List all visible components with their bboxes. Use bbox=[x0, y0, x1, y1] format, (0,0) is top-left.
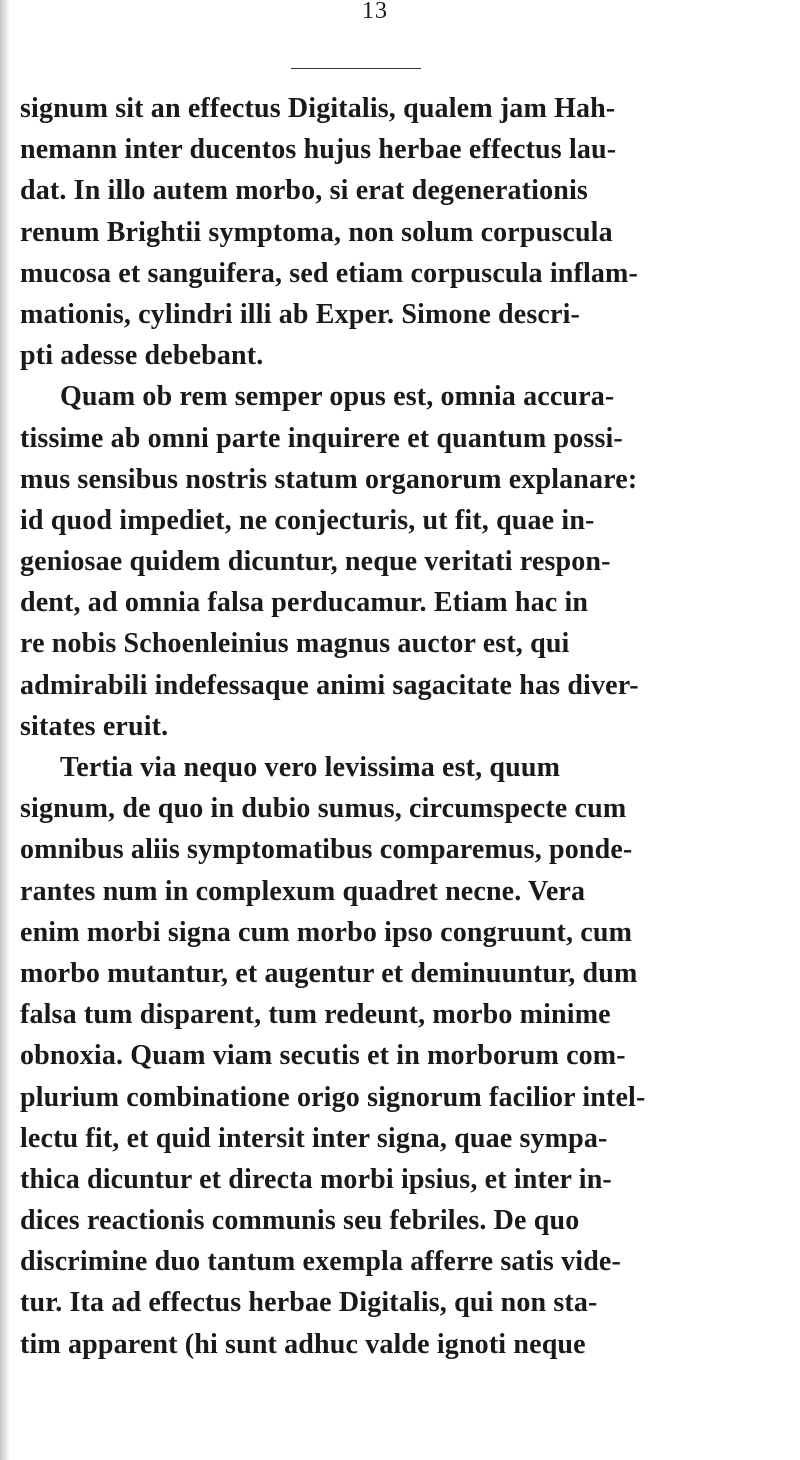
text-line: signum, de quo in dubio sumus, circumspecte cum bbox=[20, 793, 627, 825]
text-line: mucosa et sanguifera, sed etiam corpuscula inflam- bbox=[20, 257, 639, 289]
text-line: id quod impediet, ne conjecturis, ut fit, quae in- bbox=[20, 504, 595, 536]
text-line: obnoxia. Quam viam secutis et in morborum com- bbox=[20, 1040, 626, 1072]
text-line: enim morbi signa cum morbo ipso congruunt, cum bbox=[20, 916, 633, 948]
text-line: tim apparent (hi sunt adhuc valde ignoti neque bbox=[20, 1328, 586, 1360]
body-text bbox=[20, 88, 780, 1365]
text-line: dent, ad omnia falsa perducamur. Etiam hac in bbox=[20, 587, 589, 619]
header-rule bbox=[291, 68, 421, 69]
text-line: sitates eruit. bbox=[20, 710, 169, 742]
text-line: nemann inter ducentos hujus herbae effectus lau- bbox=[20, 134, 617, 166]
text-line: re nobis Schoenleinius magnus auctor est, qui bbox=[20, 628, 570, 660]
text-line: rantes num in complexum quadret necne. Vera bbox=[20, 875, 586, 907]
paragraph-start-line: Quam ob rem semper opus est, omnia accura- bbox=[60, 381, 615, 413]
text-line: dat. In illo autem morbo, si erat degenerationis bbox=[20, 175, 588, 207]
text-line: tissime ab omni parte inquirere et quantum possi- bbox=[20, 422, 623, 454]
text-line: renum Brightii symptoma, non solum corpuscula bbox=[20, 216, 613, 248]
text-line: falsa tum disparent, tum redeunt, morbo minime bbox=[20, 999, 611, 1031]
text-line: discrimine duo tantum exempla afferre satis vide- bbox=[20, 1246, 621, 1278]
text-line: lectu fit, et quid intersit inter signa, quae sympa- bbox=[20, 1122, 608, 1154]
text-line: signum sit an effectus Digitalis, qualem jam Hah- bbox=[20, 93, 616, 124]
text-line: plurium combinatione origo signorum facilior intel- bbox=[20, 1081, 646, 1113]
text-line: admirabili indefessaque animi sagacitate has diver- bbox=[20, 669, 639, 701]
text-line: mus sensibus nostris statum organorum explanare: bbox=[20, 463, 638, 495]
page-number: 13 bbox=[362, 0, 388, 24]
text-line: tur. Ita ad effectus herbae Digitalis, qui non sta- bbox=[20, 1287, 598, 1319]
text-line: geniosae quidem dicuntur, neque veritati respon- bbox=[20, 546, 611, 578]
text-line: dices reactionis communis seu febriles. De quo bbox=[20, 1205, 580, 1237]
book-binding-shadow bbox=[0, 0, 10, 1460]
text-line: morbo mutantur, et augentur et deminuuntur, dum bbox=[20, 957, 638, 989]
text-line: thica dicuntur et directa morbi ipsius, et inter in- bbox=[20, 1163, 612, 1195]
text-line: pti adesse debebant. bbox=[20, 340, 264, 372]
text-line: mationis, cylindri illi ab Exper. Simone descri- bbox=[20, 298, 580, 330]
paragraph-start-line: Tertia via nequo vero levissima est, quum bbox=[60, 752, 561, 783]
text-line: omnibus aliis symptomatibus comparemus, ponde- bbox=[20, 834, 633, 866]
